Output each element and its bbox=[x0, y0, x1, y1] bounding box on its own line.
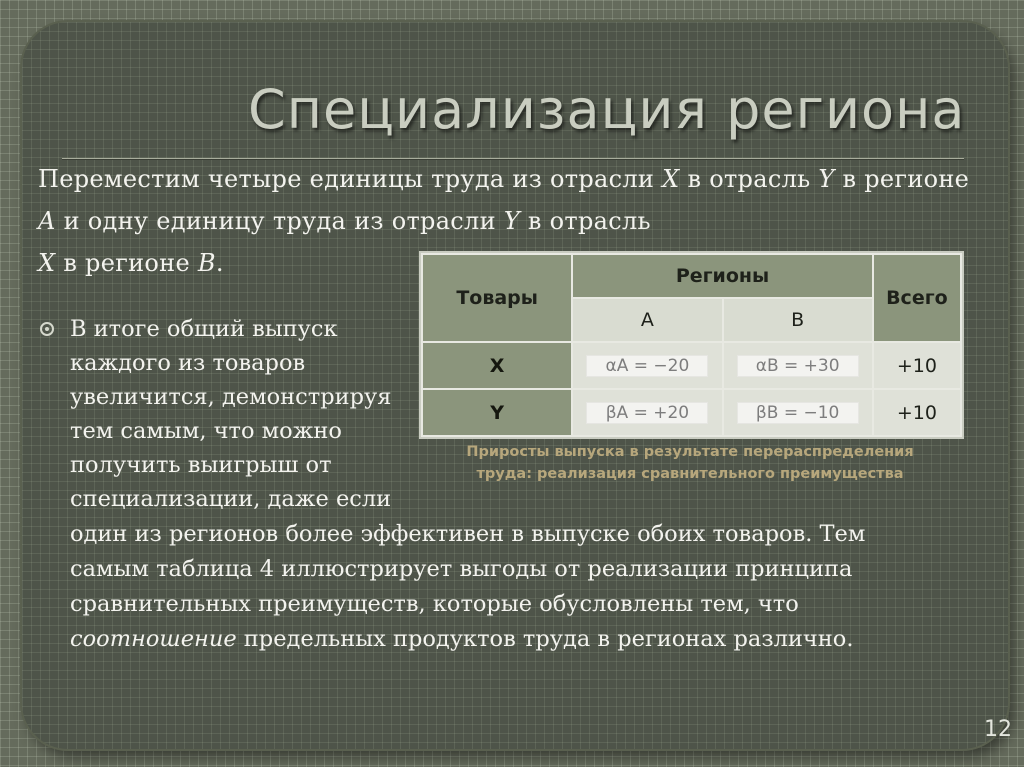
caption-line: Приросты выпуска в результате перераспределения bbox=[466, 444, 914, 460]
row-label-x: X bbox=[422, 342, 572, 389]
cell-y-b bbox=[723, 389, 873, 436]
cell-x-a bbox=[572, 342, 722, 389]
bullet-icon bbox=[40, 322, 54, 336]
intro-var-a: A bbox=[38, 207, 56, 235]
header-goods: Товары bbox=[422, 254, 572, 342]
header-total: Всего bbox=[873, 254, 961, 342]
bullet-line: специализации, даже если bbox=[70, 486, 392, 512]
cell-y-total: +10 bbox=[873, 389, 961, 436]
intro-text: и одну единицу труда из отрасли bbox=[55, 207, 504, 235]
bullet-line: самым таблица 4 иллюстрирует выгоды от реализации принципа bbox=[70, 556, 853, 582]
header-regions: Регионы bbox=[572, 254, 873, 298]
cell-x-b bbox=[723, 342, 873, 389]
bullet-line-last bbox=[70, 622, 853, 656]
intro-text: в отрасль bbox=[519, 207, 651, 235]
bullet-line: получить выигрыш от bbox=[70, 452, 332, 478]
formula-image: αB = +30 bbox=[737, 355, 859, 377]
slide-title: Специализация региона bbox=[248, 78, 966, 141]
intro-text: в регионе bbox=[834, 165, 970, 193]
intro-text: Переместим четыре единицы труда из отрасли bbox=[38, 165, 663, 193]
intro-text: в отрасль bbox=[679, 165, 819, 193]
header-region-b: В bbox=[723, 298, 873, 342]
formula-image: αA = −20 bbox=[586, 355, 708, 377]
intro-var-y: Y bbox=[503, 207, 520, 235]
bullet-line: увеличится, демонстрируя bbox=[70, 384, 392, 410]
formula-image: βA = +20 bbox=[586, 402, 708, 424]
emphasis-word: соотношение bbox=[70, 626, 237, 652]
cell-x-total: +10 bbox=[873, 342, 961, 389]
bullet-line: каждого из товаров bbox=[70, 350, 306, 376]
intro-text: в регионе bbox=[55, 249, 198, 277]
table-caption bbox=[420, 441, 960, 485]
intro-var-x: X bbox=[38, 249, 56, 277]
bullet-line: В итоге общий выпуск bbox=[70, 316, 338, 342]
intro-var-y: Y bbox=[818, 165, 835, 193]
bullet-line: тем самым, что можно bbox=[70, 418, 342, 444]
increment-table bbox=[421, 253, 962, 437]
table-row bbox=[422, 342, 961, 389]
row-label-y: Y bbox=[422, 389, 572, 436]
caption-line: труда: реализация сравнительного преимущества bbox=[476, 466, 904, 482]
intro-text: . bbox=[215, 249, 224, 277]
bullet-text: предельных продуктов труда в регионах различно. bbox=[236, 626, 854, 652]
bullet-line: один из регионов более эффективен в выпуске обоих товаров. Тем bbox=[70, 521, 866, 547]
page-number: 12 bbox=[984, 717, 1012, 742]
bullet-line: сравнительных преимуществ, которые обусловлены тем, что bbox=[70, 591, 799, 617]
cell-y-a bbox=[572, 389, 722, 436]
intro-var-b: B bbox=[197, 249, 216, 277]
header-region-a: А bbox=[572, 298, 722, 342]
table-row bbox=[422, 389, 961, 436]
formula-image: βB = −10 bbox=[737, 402, 859, 424]
intro-var-x: X bbox=[662, 165, 680, 193]
